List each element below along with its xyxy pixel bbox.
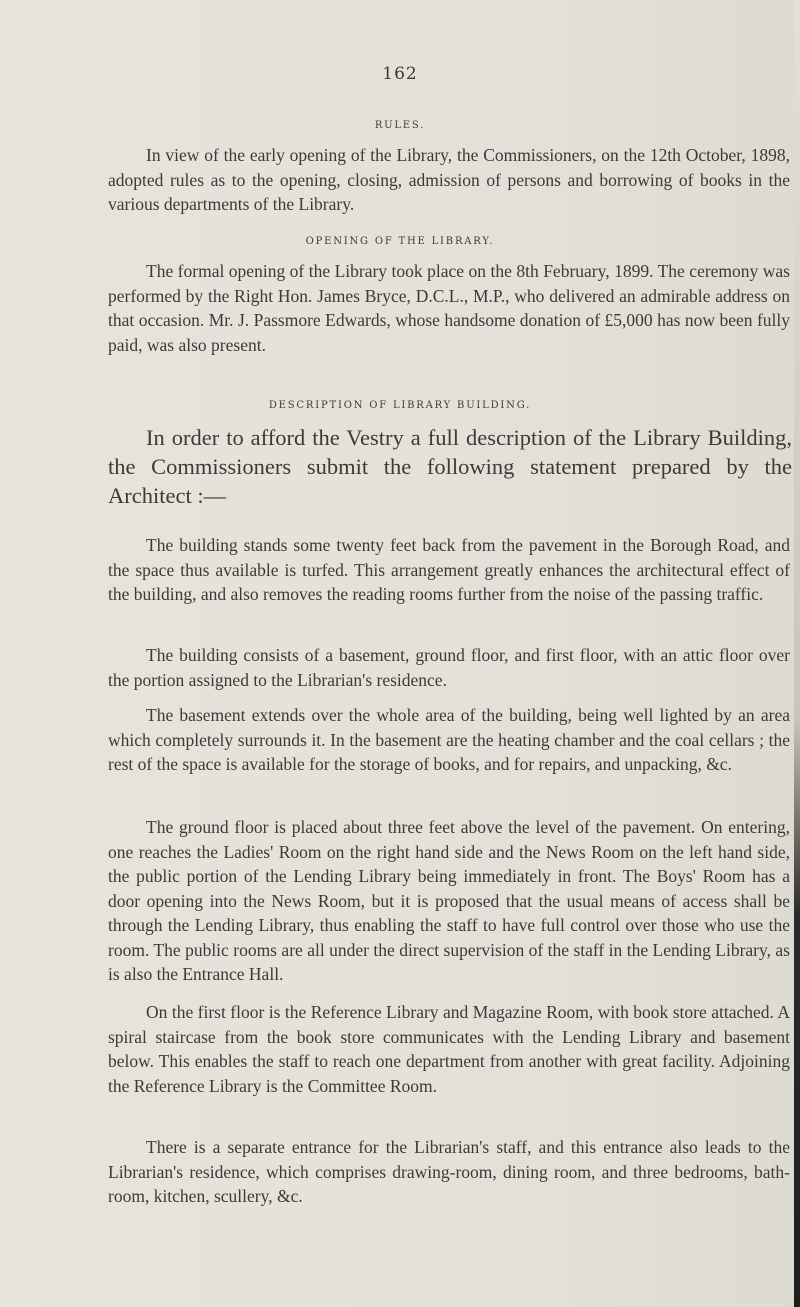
paragraph-residence: There is a separate entrance for the Librarian's staff, and this entrance also leads to the Librarian's residence, which comprises drawing-room, dining room, and three bedrooms, bath-room, kitchen, scullery, &c. (108, 1137, 790, 1206)
section-heading-opening: OPENING OF THE LIBRARY. (305, 236, 495, 247)
paragraph-site: The building stands some twenty feet back from the pavement in the Borough Road, and the space thus available is turfed. This arrangement greatly enhances the architectural effect of the building, and also removes the reading rooms further from the noise of the passing traffic. (108, 535, 790, 604)
paragraph-rules: In view of the early opening of the Library, the Commissioners, on the 12th October, 1898, adopted rules as to the opening, closing, admission of persons and borrowing of books in the various departments of the Library. (108, 145, 790, 214)
section-heading-description: DESCRIPTION OF LIBRARY BUILDING. (268, 400, 532, 411)
paragraph-floors: The building consists of a basement, ground floor, and first floor, with an attic floor over the portion assigned to the Librarian's residence. (108, 645, 790, 690)
paragraph-first-floor: On the first floor is the Reference Library and Magazine Room, with book store attached. A spiral staircase from the book store communicates with the Lending Library and basement below. This enables the staff to reach one department from another with great facility. Adjoining the Reference Library is the Committee Room. (108, 1002, 790, 1096)
page-number: 162 (382, 64, 418, 84)
section-heading-rules: RULES. (374, 120, 426, 131)
paragraph-basement: The basement extends over the whole area of the building, being well lighted by an area which completely surrounds it. In the basement are the heating chamber and the coal cellars ; the rest of the space is available for the storage of books, and for repairs, and unpacking, &c. (108, 705, 790, 774)
lead-paragraph: In order to afford the Vestry a full description of the Library Building, the Commissioners submit the following statement prepared by the Architect :— (108, 425, 792, 508)
page-edge-shadow (794, 0, 800, 1307)
paragraph-opening: The formal opening of the Library took place on the 8th February, 1899. The ceremony was performed by the Right Hon. James Bryce, D.C.L., M.P., who delivered an admirable address on that occasion. Mr. J. Passmore Edwards, whose handsome donation of £5,000 has now been fully paid, was also present. (108, 261, 790, 355)
paragraph-ground-floor: The ground floor is placed about three feet above the level of the pavement. On entering, one reaches the Ladies' Room on the right hand side and the News Room on the left hand side, the public portion of the Lending Library being immediately in front. The Boys' Room has a door opening into the News Room, but it is proposed that the usual means of access shall be through the Lending Library, thus enabling the staff to have full control over those who use the room. The public rooms are all under the direct supervision of the staff in the Lending Library, as is also the Entrance Hall. (108, 817, 790, 984)
